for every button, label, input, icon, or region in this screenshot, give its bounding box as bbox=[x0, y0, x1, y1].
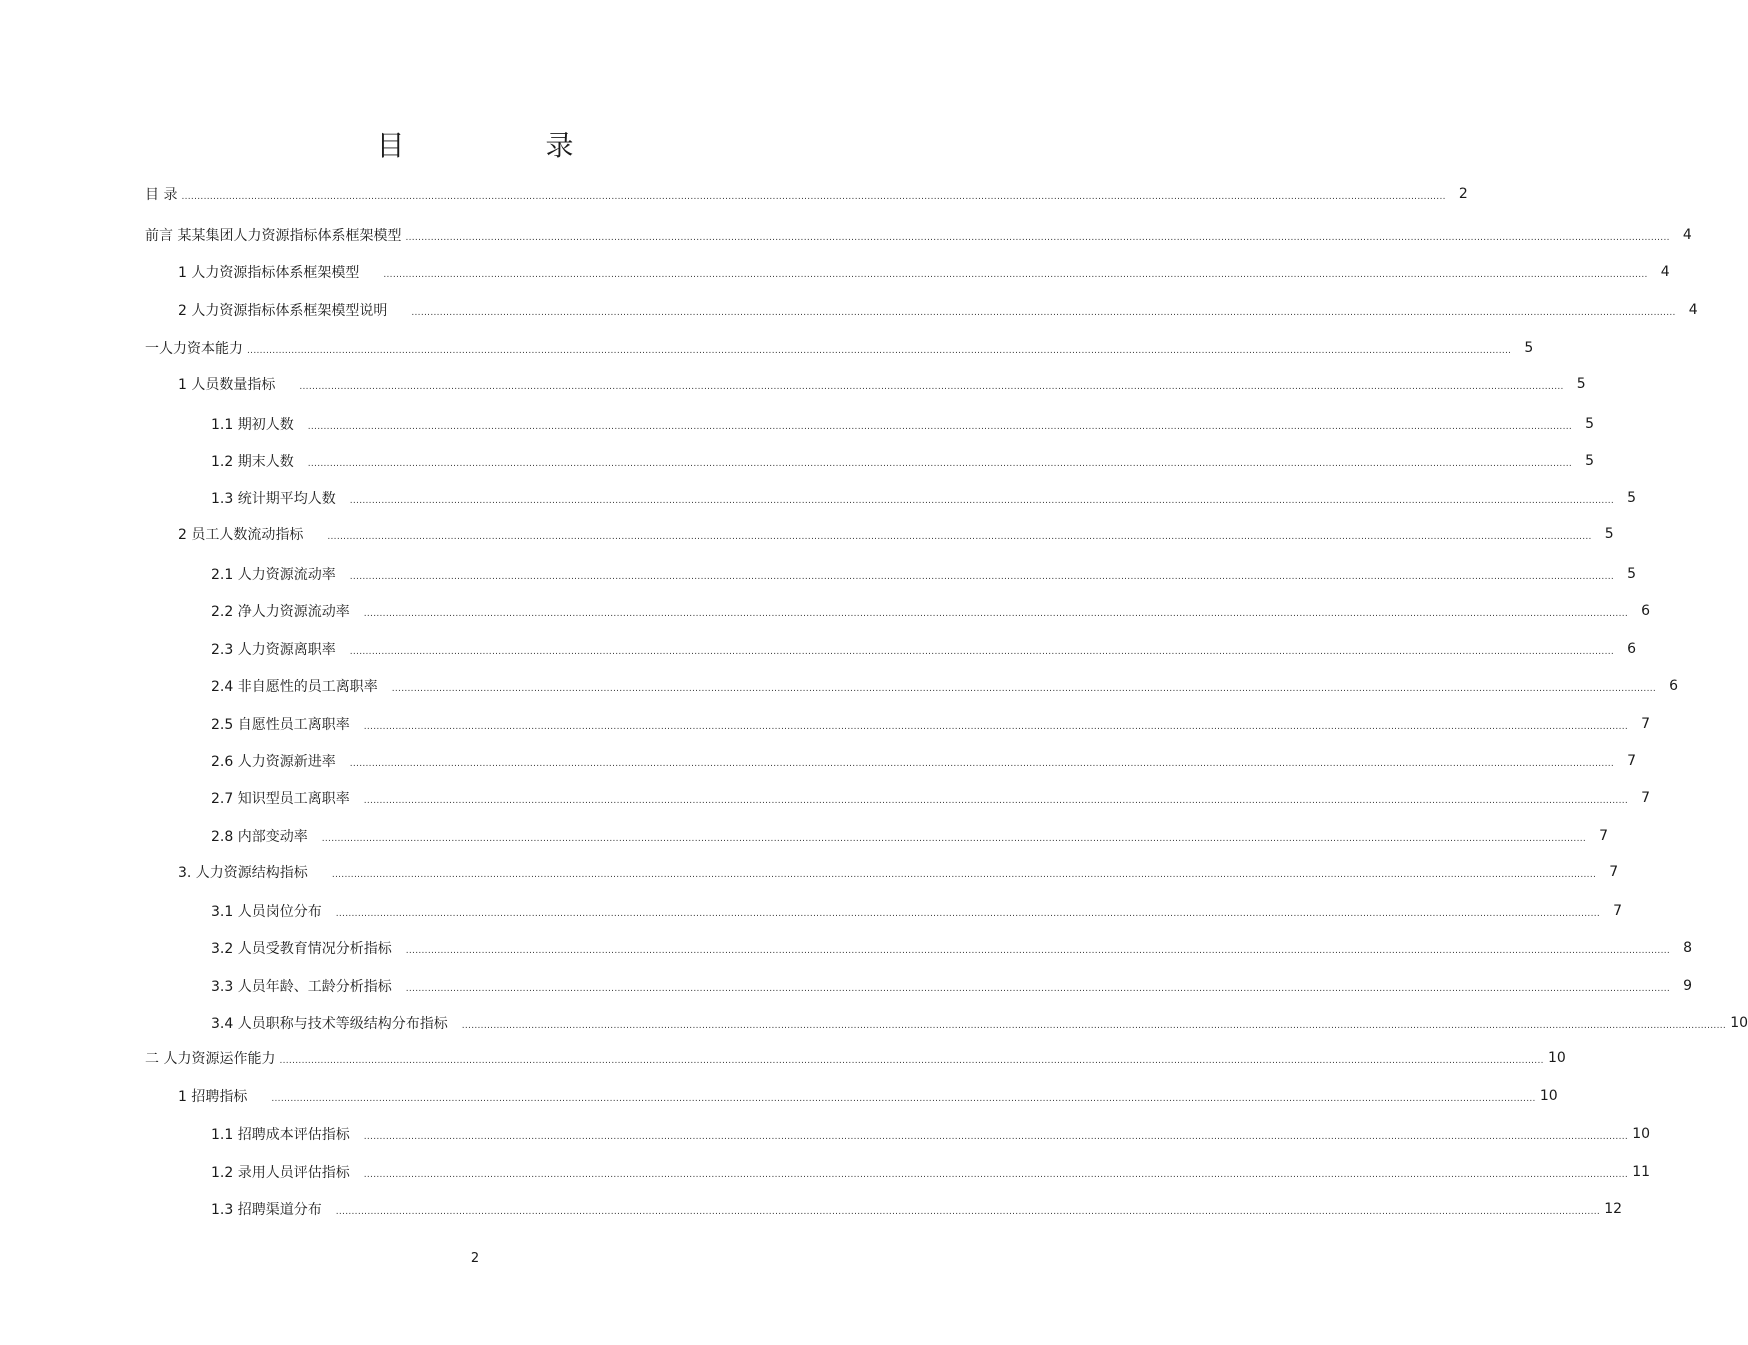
toc-entry-page: 5 bbox=[1524, 340, 1534, 356]
toc-dot-leader: ................................................................................................................................................................................................................................................................................................................................................................................................................ bbox=[247, 346, 1512, 356]
toc-entry-page: 5 bbox=[1585, 416, 1595, 432]
toc-entry-page: 7 bbox=[1641, 716, 1651, 732]
toc-dot-leader: ................................................................................................................................................................................................................................................................................................................................................................................................................ bbox=[349, 496, 1615, 506]
toc-entry-label: 1.2 期末人数 bbox=[211, 454, 294, 470]
toc-dot-leader: ................................................................................................................................................................................................................................................................................................................................................................................................................ bbox=[307, 459, 1573, 469]
toc-entry-page: 6 bbox=[1641, 603, 1651, 619]
toc-entry[interactable] bbox=[211, 824, 1609, 848]
toc-entry-label: 1.1 招聘成本评估指标 bbox=[211, 1127, 350, 1143]
toc-dot-leader: ................................................................................................................................................................................................................................................................................................................................................................................................................ bbox=[349, 572, 1615, 582]
toc-entry[interactable] bbox=[211, 599, 1651, 623]
toc-dot-leader: ................................................................................................................................................................................................................................................................................................................................................................................................................ bbox=[349, 647, 1615, 657]
toc-entry-label: 3.4 人员职称与技术等级结构分布指标 bbox=[211, 1016, 448, 1032]
toc-entry[interactable] bbox=[211, 712, 1651, 736]
toc-dot-leader: ................................................................................................................................................................................................................................................................................................................................................................................................................ bbox=[405, 946, 1671, 956]
toc-entry-page: 7 bbox=[1641, 790, 1651, 806]
toc-entry-label: 二 人力资源运作能力 bbox=[145, 1051, 276, 1067]
toc-entry[interactable] bbox=[178, 860, 1619, 884]
toc-entry-page: 6 bbox=[1669, 678, 1679, 694]
toc-entry-label: 1.3 统计期平均人数 bbox=[211, 491, 336, 507]
toc-entry-label: 2.8 内部变动率 bbox=[211, 829, 308, 845]
toc-entry[interactable] bbox=[211, 412, 1595, 436]
toc-entry-label: 2.5 自愿性员工离职率 bbox=[211, 717, 350, 733]
toc-entry[interactable] bbox=[211, 637, 1637, 661]
toc-entry[interactable] bbox=[145, 336, 1534, 360]
toc-entry[interactable] bbox=[145, 223, 1692, 247]
toc-dot-leader: ................................................................................................................................................................................................................................................................................................................................................................................................................ bbox=[383, 270, 1648, 280]
toc-entry-label: 1 人力资源指标体系框架模型 bbox=[178, 265, 360, 281]
toc-entry[interactable] bbox=[211, 899, 1623, 923]
toc-entry[interactable] bbox=[211, 674, 1679, 698]
toc-entry-page: 7 bbox=[1627, 753, 1637, 769]
toc-entry-page: 5 bbox=[1576, 376, 1586, 392]
toc-entry[interactable] bbox=[211, 1197, 1623, 1221]
toc-dot-leader: ................................................................................................................................................................................................................................................................................................................................................................................................................ bbox=[461, 1021, 1727, 1031]
toc-entry-page: 7 bbox=[1599, 828, 1609, 844]
toc-entry[interactable] bbox=[145, 182, 1468, 206]
toc-dot-leader: ................................................................................................................................................................................................................................................................................................................................................................................................................ bbox=[363, 1132, 1629, 1142]
toc-entry-label: 1.2 录用人员评估指标 bbox=[211, 1165, 350, 1181]
toc-entry[interactable] bbox=[211, 449, 1595, 473]
toc-entry-label: 3. 人力资源结构指标 bbox=[178, 865, 308, 881]
toc-entry-page: 4 bbox=[1682, 227, 1692, 243]
toc-entry-page: 7 bbox=[1609, 864, 1619, 880]
toc-dot-leader: ................................................................................................................................................................................................................................................................................................................................................................................................................ bbox=[391, 684, 1657, 694]
toc-entry-page: 5 bbox=[1604, 526, 1614, 542]
toc-dot-leader: ................................................................................................................................................................................................................................................................................................................................................................................................................ bbox=[299, 382, 1564, 392]
toc-entry-label: 3.2 人员受教育情况分析指标 bbox=[211, 941, 392, 957]
toc-entry[interactable] bbox=[211, 562, 1637, 586]
toc-dot-leader: ................................................................................................................................................................................................................................................................................................................................................................................................................ bbox=[335, 1207, 1601, 1217]
toc-entry-page: 12 bbox=[1604, 1201, 1623, 1217]
toc-entry-label: 一人力资本能力 bbox=[145, 341, 243, 357]
toc-entry-label: 3.1 人员岗位分布 bbox=[211, 904, 322, 920]
toc-entry-label: 1 人员数量指标 bbox=[178, 377, 276, 393]
toc-entry-label: 前言 某某集团人力资源指标体系框架模型 bbox=[145, 228, 402, 244]
toc-entry-page: 5 bbox=[1627, 490, 1637, 506]
toc-dot-leader: ................................................................................................................................................................................................................................................................................................................................................................................................................ bbox=[307, 422, 1573, 432]
toc-dot-leader: ................................................................................................................................................................................................................................................................................................................................................................................................................ bbox=[363, 796, 1629, 806]
page-number: 2 bbox=[470, 1251, 480, 1266]
toc-entry-page: 10 bbox=[1539, 1088, 1558, 1104]
toc-entry[interactable] bbox=[211, 1122, 1651, 1146]
toc-entry-label: 1 招聘指标 bbox=[178, 1089, 248, 1105]
toc-entry-page: 6 bbox=[1627, 641, 1637, 657]
toc-dot-leader: ................................................................................................................................................................................................................................................................................................................................................................................................................ bbox=[181, 192, 1446, 202]
toc-entry-label: 2 人力资源指标体系框架模型说明 bbox=[178, 303, 388, 319]
toc-dot-leader: ................................................................................................................................................................................................................................................................................................................................................................................................................ bbox=[327, 532, 1592, 542]
toc-dot-leader: ................................................................................................................................................................................................................................................................................................................................................................................................................ bbox=[321, 834, 1587, 844]
toc-entry-page: 10 bbox=[1632, 1126, 1651, 1142]
toc-entry[interactable] bbox=[211, 936, 1693, 960]
toc-entry-page: 4 bbox=[1688, 302, 1698, 318]
toc-entry-label: 2.3 人力资源离职率 bbox=[211, 642, 336, 658]
toc-entry-label: 2 员工人数流动指标 bbox=[178, 527, 304, 543]
toc-entry[interactable] bbox=[211, 1160, 1651, 1184]
toc-entry-page: 5 bbox=[1627, 566, 1637, 582]
toc-entry-label: 目 录 bbox=[145, 187, 178, 203]
toc-dot-leader: ................................................................................................................................................................................................................................................................................................................................................................................................................ bbox=[349, 759, 1615, 769]
toc-entry[interactable] bbox=[178, 372, 1586, 396]
page-title: 目 录 bbox=[376, 129, 640, 162]
toc-entry-label: 3.3 人员年龄、工龄分析指标 bbox=[211, 979, 392, 995]
toc-entry-label: 2.4 非自愿性的员工离职率 bbox=[211, 679, 378, 695]
toc-dot-leader: ................................................................................................................................................................................................................................................................................................................................................................................................................ bbox=[363, 609, 1629, 619]
toc-entry-label: 1.3 招聘渠道分布 bbox=[211, 1202, 322, 1218]
toc-entry[interactable] bbox=[178, 298, 1698, 322]
toc-entry-label: 2.6 人力资源新进率 bbox=[211, 754, 336, 770]
toc-entry[interactable] bbox=[211, 974, 1693, 998]
toc-entry-page: 8 bbox=[1683, 940, 1693, 956]
toc-dot-leader: ................................................................................................................................................................................................................................................................................................................................................................................................................ bbox=[411, 308, 1676, 318]
toc-entry[interactable] bbox=[178, 260, 1670, 284]
toc-entry[interactable] bbox=[178, 1084, 1558, 1108]
toc-dot-leader: ................................................................................................................................................................................................................................................................................................................................................................................................................ bbox=[271, 1094, 1536, 1104]
toc-dot-leader: ................................................................................................................................................................................................................................................................................................................................................................................................................ bbox=[335, 909, 1601, 919]
toc-entry[interactable] bbox=[211, 486, 1637, 510]
toc-entry-label: 2.2 净人力资源流动率 bbox=[211, 604, 350, 620]
toc-dot-leader: ................................................................................................................................................................................................................................................................................................................................................................................................................ bbox=[405, 233, 1670, 243]
toc-entry-page: 7 bbox=[1613, 903, 1623, 919]
toc-entry-page: 9 bbox=[1683, 978, 1693, 994]
toc-dot-leader: ................................................................................................................................................................................................................................................................................................................................................................................................................ bbox=[279, 1056, 1544, 1066]
toc-entry-page: 10 bbox=[1730, 1015, 1748, 1031]
toc-dot-leader: ................................................................................................................................................................................................................................................................................................................................................................................................................ bbox=[363, 722, 1629, 732]
toc-dot-leader: ................................................................................................................................................................................................................................................................................................................................................................................................................ bbox=[405, 984, 1671, 994]
toc-entry[interactable] bbox=[211, 749, 1637, 773]
toc-entry-page: 11 bbox=[1632, 1164, 1651, 1180]
toc-entry-page: 2 bbox=[1458, 186, 1468, 202]
toc-entry[interactable] bbox=[211, 786, 1651, 810]
toc-entry[interactable] bbox=[145, 1046, 1566, 1070]
toc-dot-leader: ................................................................................................................................................................................................................................................................................................................................................................................................................ bbox=[331, 870, 1597, 880]
toc-entry-label: 2.1 人力资源流动率 bbox=[211, 567, 336, 583]
toc-entry-page: 10 bbox=[1547, 1050, 1566, 1066]
toc-entry-label: 2.7 知识型员工离职率 bbox=[211, 791, 350, 807]
toc-entry-label: 1.1 期初人数 bbox=[211, 417, 294, 433]
toc-entry-page: 4 bbox=[1660, 264, 1670, 280]
toc-entry[interactable] bbox=[211, 1011, 1748, 1035]
toc-entry[interactable] bbox=[178, 522, 1614, 546]
toc-entry-page: 5 bbox=[1585, 453, 1595, 469]
toc-dot-leader: ................................................................................................................................................................................................................................................................................................................................................................................................................ bbox=[363, 1170, 1629, 1180]
